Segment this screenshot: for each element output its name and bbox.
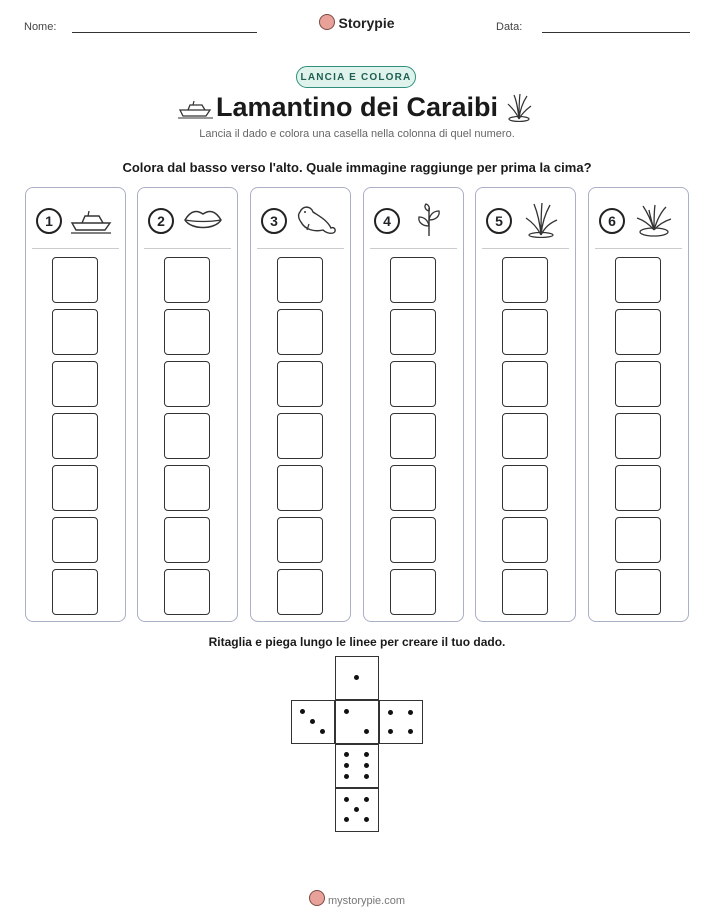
dice-pip [300,709,305,714]
dice-pip [364,797,369,802]
color-box[interactable] [390,569,436,615]
color-box[interactable] [52,517,98,563]
storypie-logo-icon [309,890,325,906]
dice-pip [320,729,325,734]
column-number: 4 [374,208,400,234]
dice-pip [364,752,369,757]
dice-pip [364,817,369,822]
dice-pip [344,797,349,802]
column-divider [370,248,457,249]
color-box[interactable] [390,257,436,303]
grass-clump-icon [633,202,675,238]
color-box[interactable] [502,257,548,303]
color-box[interactable] [615,413,661,459]
dice-pip [344,752,349,757]
dice-face-5 [335,788,379,832]
date-label: Data: [496,21,523,33]
color-box[interactable] [164,569,210,615]
color-box[interactable] [164,465,210,511]
color-box[interactable] [52,309,98,355]
storypie-logo-icon [319,14,335,30]
color-box[interactable] [390,413,436,459]
color-box[interactable] [615,361,661,407]
dice-face-1 [335,656,379,700]
column-divider [144,248,231,249]
plant-icon [408,202,450,238]
dice-pip [344,763,349,768]
dice-pip [408,710,413,715]
dice-face-4 [379,700,423,744]
color-box[interactable] [390,517,436,563]
dice-pip [344,817,349,822]
color-box[interactable] [615,517,661,563]
dice-pip [364,729,369,734]
color-box[interactable] [52,413,98,459]
color-box[interactable] [164,413,210,459]
name-line [72,32,257,33]
dice-face-3 [291,700,335,744]
column-number: 5 [486,208,512,234]
dice-pip [354,675,359,680]
color-box[interactable] [615,465,661,511]
column-3 [250,187,351,622]
color-box[interactable] [277,361,323,407]
color-box[interactable] [615,257,661,303]
color-box[interactable] [390,465,436,511]
dice-pip [354,807,359,812]
seagrass-icon [505,92,533,122]
color-box[interactable] [277,517,323,563]
color-box[interactable] [164,361,210,407]
instruction: Colora dal basso verso l'alto. Quale immagine raggiunge per prima la cima? [122,160,592,175]
color-box[interactable] [502,465,548,511]
footer [0,890,714,907]
dice-pip [408,729,413,734]
color-box[interactable] [277,413,323,459]
color-box[interactable] [502,569,548,615]
dice-pip [364,774,369,779]
dice-pip [388,729,393,734]
subtitle: Lancia il dado e colora una casella nella colonna di quel numero. [199,128,515,140]
column-number: 2 [148,208,174,234]
column-divider [32,248,119,249]
column-divider [257,248,344,249]
boat-icon [70,202,112,238]
seagrass-icon [520,202,562,238]
color-box[interactable] [52,465,98,511]
activity-badge: LANCIA E COLORA [296,66,416,88]
color-box[interactable] [277,309,323,355]
dice-face-2 [335,700,379,744]
color-box[interactable] [390,309,436,355]
color-box[interactable] [277,257,323,303]
color-box[interactable] [615,309,661,355]
color-box[interactable] [277,465,323,511]
dice-pip [344,774,349,779]
dice-face-6 [335,744,379,788]
color-box[interactable] [390,361,436,407]
column-1 [25,187,126,622]
color-box[interactable] [502,413,548,459]
column-number: 6 [599,208,625,234]
dice-pip [344,709,349,714]
color-box[interactable] [164,309,210,355]
column-divider [595,248,682,249]
column-6 [588,187,689,622]
color-box[interactable] [277,569,323,615]
column-4 [363,187,464,622]
column-2 [137,187,238,622]
color-box[interactable] [164,517,210,563]
color-box[interactable] [52,569,98,615]
color-box[interactable] [52,257,98,303]
name-label: Nome: [24,21,57,33]
manatee-icon [295,202,337,238]
color-box[interactable] [502,517,548,563]
color-box[interactable] [52,361,98,407]
column-divider [482,248,569,249]
footer-url: mystorypie.com [327,895,406,907]
dice-pip [388,710,393,715]
column-number: 3 [261,208,287,234]
color-box[interactable] [502,309,548,355]
column-5 [475,187,576,622]
column-number: 1 [36,208,62,234]
dice-pip [364,763,369,768]
color-box[interactable] [164,257,210,303]
page-title: Lamantino dei Caraibi [215,92,499,122]
color-box[interactable] [502,361,548,407]
brand-logo [0,14,714,31]
dice-pip [310,719,315,724]
color-box[interactable] [615,569,661,615]
date-line [542,32,690,33]
dice-instruction: Ritaglia e piega lungo le linee per creare il tuo dado. [208,635,506,649]
brand-name: Storypie [338,15,395,31]
lips-icon [182,202,224,238]
